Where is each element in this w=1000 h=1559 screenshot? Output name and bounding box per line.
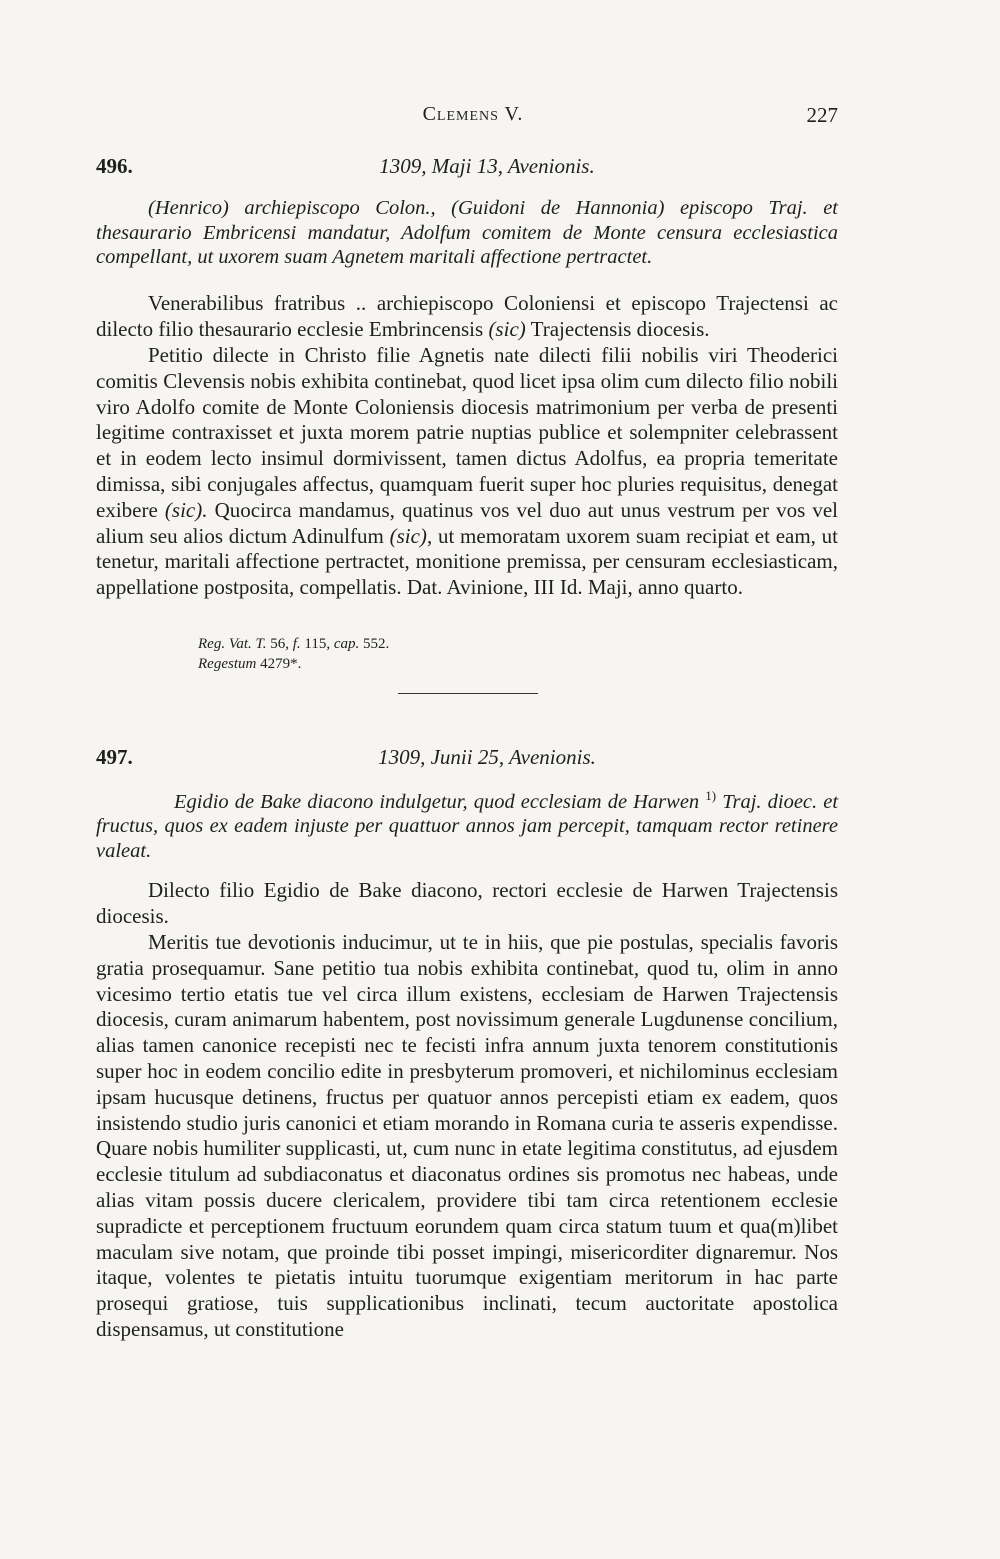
entry-497-heading bbox=[96, 745, 838, 775]
entry-496-address bbox=[96, 291, 838, 343]
folio-number: 115, bbox=[304, 636, 331, 652]
entry-separator bbox=[398, 693, 538, 694]
entry-date: 1309, Maji 13, Avenionis. bbox=[379, 154, 595, 178]
footnote-mark: 1) bbox=[705, 788, 717, 803]
entry-496-heading bbox=[96, 154, 838, 184]
entry-date: 1309, Junii 25, Avenionis. bbox=[378, 745, 596, 769]
entry-496-summary: (Henrico) archiepiscopo Colon., (Guidoni de Hannonia) episcopo Traj. et thesaurario Embricensi mandatur, Adolfum comitem de Monte censura ecclesiastica compellant, ut uxorem suam Agnetem maritali affectione pertractet. bbox=[96, 197, 838, 268]
summary-text: Traj. dioec. et fructus, quos ex eadem injuste per quattuor annos jam percepit, tamquam rector retinere valeat. bbox=[96, 790, 839, 862]
entry-number: 497. bbox=[96, 745, 133, 769]
text-part: , ut memoratam uxorem suam recipiat et eam, ut tenetur, maritali affectione pertractet, monitione premissa, per censuram ecclesiasticam, appellatione postposita, compellatis. Dat. Avinione, III Id. Maji, anno quarto. bbox=[96, 523, 839, 600]
source-volume: 56, bbox=[270, 636, 289, 652]
text-part: Petitio dilecte in Christo filie Agnetis nate dilecti filii nobilis viri Theoderici comitis Clevensis nobis exhibita continebat, quod licet ipsa olim cum dilecto filio nobili viro Adolfo comite de Monte Coloniensis diocesis matrimonium per verba de presenti legitime contraxisset et juxta morem patrie nuptias publice et solempniter celebrassent et in eodem lecto insimul dormivissent, tamen dictus Adolfus, ea propria temeritate dimissa, sibi conjugales affectus, quamquam fuerit super hoc pluries requisitus, denegat exibere bbox=[96, 343, 838, 522]
entry-497-text: Meritis tue devotionis inducimur, ut te in hiis, que pie postulas, specialis favoris gratia prosequamur. Sane petitio tua nobis exhibita continebat, quod tu, olim in anno vicesimo tertio etatis tue vel circa illum existens, ecclesiam de Harwen Trajectensis diocesis, curam animarum habentem, post novissimum generale Lugdunense concilium, alias tamen canonice recepisti nec te fecisti infra annum juxta tenorem constitutionis super hoc in eodem concilio edite in presbyterum promoveri, et nichilominus ecclesiam ipsam hucusque detinens, fructus per quatuor annos percepisti etiam ex eadem, quos insistendo studio juris canonici et etiam morando in Romana curia te asseris expendisse. Quare nobis humiliter supplicasti, ut, cum nunc in etate legitima constitutus, ad ejusdem ecclesie titulum ad subdiaconatus et diaconatus ordines sis promotus nec habeas, unde alias vitam possis ducere clericalem, providere tibi tam circa retentionem ecclesie supradicte et perceptionem fructuum eorundem quam circa statum tuum et qua(m)libet maculam sive notam, que proinde tibi posset impingi, misericorditer dignaremur. Nos itaque, volentes te pietatis intuitu tuorumque exigentiam meritorum in hac parte prosequi gratiose, tuis supplicationibus inclinati, tecum auctoritate apostolica dispensamus, ut constitutione bbox=[96, 930, 838, 1341]
running-head bbox=[108, 103, 838, 131]
entry-496-text bbox=[96, 343, 838, 601]
entry-497-address: Dilecto filio Egidio de Bake diacono, rectori ecclesie de Harwen Trajectensis diocesis. bbox=[96, 878, 838, 928]
cap-number: 552. bbox=[363, 636, 390, 652]
folio-label: f. bbox=[292, 636, 301, 652]
regestum-label: Regestum bbox=[198, 656, 257, 672]
sic-note: (sic) bbox=[389, 523, 427, 548]
entry-number: 496. bbox=[96, 154, 133, 178]
cap-label: cap. bbox=[333, 636, 360, 652]
text-part: Quocirca mandamus, quatinus vos vel duo aut unus vestrum per vos vel alium seu alios dictum Adinulfum bbox=[96, 497, 839, 548]
source-reference bbox=[198, 635, 389, 653]
summary-text: Egidio de Bake diacono indulgetur, quod ecclesiam de Harwen bbox=[174, 790, 700, 813]
sic-note: (sic) bbox=[488, 316, 526, 341]
address-text: Venerabilibus fratribus .. archiepiscopo Coloniensi et episcopo Trajectensi ac dilecto filio thesaurario ecclesie Embrincensis bbox=[96, 291, 838, 341]
entry-497-summary bbox=[96, 784, 838, 863]
running-title: Clemens V. bbox=[422, 103, 524, 125]
page-number: 227 bbox=[806, 103, 838, 127]
address-end: Trajectensis diocesis. bbox=[530, 316, 710, 341]
sic-note: (sic). bbox=[164, 497, 208, 522]
regestum-reference bbox=[198, 655, 301, 673]
regestum-value: 4279*. bbox=[260, 656, 302, 672]
source-label: Reg. Vat. T. bbox=[198, 636, 267, 652]
